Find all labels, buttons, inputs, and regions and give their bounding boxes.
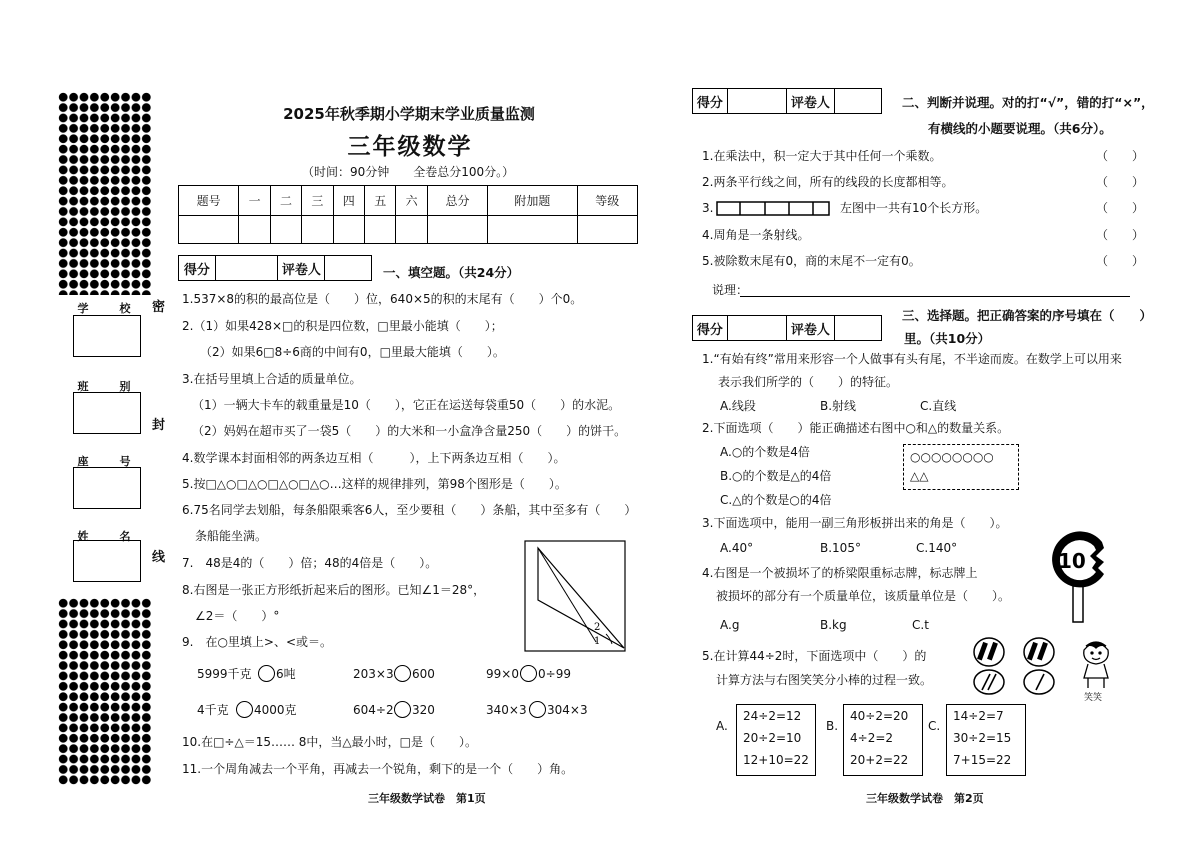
xiaoxiao-character-icon xyxy=(1074,636,1118,692)
score-label: 得分 xyxy=(179,256,216,280)
score-table-header: 三 xyxy=(302,186,333,216)
compare-right: 320 xyxy=(412,703,435,717)
choice-1-option-b[interactable]: B.射线 xyxy=(820,399,857,413)
class-field[interactable] xyxy=(73,392,141,434)
choice-2-option-b[interactable]: B.○的个数是△的4倍 xyxy=(720,469,832,483)
triangles-row: △△ xyxy=(910,469,929,483)
damaged-weight-sign xyxy=(1046,528,1110,624)
compare-right: 6吨 xyxy=(276,667,296,681)
compare-left: 604÷2 xyxy=(353,703,394,717)
section3-subtitle: 里。（共10分） xyxy=(904,331,991,346)
score-cell[interactable] xyxy=(302,216,333,244)
score-table-header: 一 xyxy=(239,186,270,216)
choice-1-option-c[interactable]: C.直线 xyxy=(920,399,957,413)
name-label: 姓 名 xyxy=(77,530,141,543)
judge-answer-paren[interactable]: （ ） xyxy=(1096,228,1145,242)
score-cell[interactable] xyxy=(179,216,239,244)
choice-5-option-a-letter[interactable]: A. xyxy=(716,719,728,733)
compare-right: 4000克 xyxy=(254,703,297,717)
judge-2: 2.两条平行线之间，所有的线段的长度都相等。 xyxy=(702,175,954,189)
question-6: 6.75名同学去划船，每条船限乘客6人，至少要租（ ）条船，其中至多有（ ） xyxy=(182,503,637,517)
score-table-value-row xyxy=(179,216,638,244)
strip-outline xyxy=(717,202,829,215)
score-cell[interactable] xyxy=(488,216,577,244)
question-3-1: （1）一辆大卡车的载重量是10（ ），它正在运送每袋重50（ ）的水泥。 xyxy=(192,398,621,412)
exam-info: （时间：90分钟 全卷总分100分。） xyxy=(302,165,515,179)
choice-4-cont: 被损坏的部分有一个质量单位，该质量单位是（ ）。 xyxy=(716,589,1011,603)
seal-char-xian: 线 xyxy=(152,550,166,565)
judge-3-text: 左图中一共有10个长方形。 xyxy=(840,201,988,215)
question-2-2: （2）如果6□8÷6商的中间有0，□里最大能填（ ）。 xyxy=(200,345,505,359)
binding-dots-top xyxy=(58,92,152,295)
score-table-header: 二 xyxy=(270,186,301,216)
choice-5-cont: 计算方法与右图笑笑分小棒的过程一致。 xyxy=(716,673,933,687)
score-table-header: 等级 xyxy=(577,186,637,216)
choice-3-option-a[interactable]: A.40° xyxy=(720,541,754,555)
character-label: 笑笑 xyxy=(1084,693,1103,703)
exam-title: 2025年秋季期小学期末学业质量监测 xyxy=(283,105,535,123)
section2-subtitle: 有横线的小题要说理。（共6分）。 xyxy=(928,121,1112,136)
score-table-header: 题号 xyxy=(179,186,239,216)
calc-line: 24÷2=12 xyxy=(743,709,802,723)
choice-2-option-c[interactable]: C.△的个数是○的4倍 xyxy=(720,493,832,507)
score-table-header: 四 xyxy=(333,186,364,216)
choice-4: 4.右图是一个被损坏了的桥梁限重标志牌，标志牌上 xyxy=(702,566,978,580)
compare-left: 340×3 xyxy=(486,703,527,717)
school-field[interactable] xyxy=(73,315,141,357)
judge-answer-paren[interactable]: （ ） xyxy=(1096,201,1145,215)
question-8: 8.右图是一张正方形纸折起来后的图形。已知∠1＝28°， xyxy=(182,583,486,597)
name-field[interactable] xyxy=(73,540,141,582)
figure-frame xyxy=(525,541,625,651)
calc-line: 4÷2=2 xyxy=(850,731,894,745)
circles-row: ○○○○○○○○ xyxy=(910,450,994,464)
choice-5-option-b-letter[interactable]: B. xyxy=(826,719,839,733)
page1-footer: 三年级数学试卷 第1页 xyxy=(368,792,486,805)
compare-circle[interactable] xyxy=(394,665,411,682)
compare-left: 203×3 xyxy=(353,667,394,681)
judge-answer-paren[interactable]: （ ） xyxy=(1096,149,1145,163)
scorer-bar-section1 xyxy=(178,255,372,281)
score-cell[interactable] xyxy=(427,216,487,244)
grader-input[interactable] xyxy=(325,256,371,280)
question-2-1: 2.（1）如果428×□的积是四位数，□里最小能填（ ）； xyxy=(182,319,503,333)
choice-4-option-c[interactable]: C.t xyxy=(912,618,929,632)
section3-title: 三、选择题。把正确答案的序号填在（ ） xyxy=(902,308,1153,323)
sticks-illustration xyxy=(972,636,1072,696)
score-label: 得分 xyxy=(693,316,728,340)
question-6-cont: 条船能坐满。 xyxy=(195,529,268,543)
judge-3: 3. xyxy=(702,201,714,215)
score-table-header-row xyxy=(179,186,638,216)
choice-4-option-b[interactable]: B.kg xyxy=(820,618,847,632)
question-11: 11.一个周角减去一个平角，再减去一个锐角，剩下的是一个（ ）角。 xyxy=(182,762,574,776)
question-5: 5.按□△○□△○□△○□△○…这样的规律排列，第98个图形是（ ）。 xyxy=(182,477,567,491)
score-input[interactable] xyxy=(728,89,787,113)
score-input[interactable] xyxy=(216,256,279,280)
calc-line: 20÷2=10 xyxy=(743,731,802,745)
rectangle-strip-figure xyxy=(716,201,830,216)
score-table xyxy=(178,185,638,244)
grader-label: 评卷人 xyxy=(787,89,836,113)
calc-line: 20+2=22 xyxy=(850,753,909,767)
angle-label-1: 1 xyxy=(594,636,601,647)
scorer-bar-section2 xyxy=(692,88,882,114)
angle-label-2: 2 xyxy=(594,622,601,633)
choice-5-option-c-letter[interactable]: C. xyxy=(928,719,941,733)
question-9: 9. 在○里填上>、<或＝。 xyxy=(182,635,333,649)
choice-1-cont: 表示我们所学的（ ）的特征。 xyxy=(718,375,899,389)
folded-paper-figure xyxy=(524,540,626,652)
class-label: 班 别 xyxy=(77,380,141,393)
compare-circle[interactable] xyxy=(394,701,411,718)
judge-1: 1.在乘法中，积一定大于其中任何一个乘数。 xyxy=(702,149,942,163)
compare-right: 0÷99 xyxy=(538,667,571,681)
calc-line: 12+10=22 xyxy=(743,753,809,767)
choice-4-option-a[interactable]: A.g xyxy=(720,618,740,632)
choice-5-option-b-box[interactable] xyxy=(843,704,923,776)
grader-label: 评卷人 xyxy=(278,256,325,280)
score-table-header: 总分 xyxy=(427,186,487,216)
stick-icon xyxy=(982,674,1044,690)
compare-circle[interactable] xyxy=(529,701,546,718)
question-3: 3.在括号里填上合适的质量单位。 xyxy=(182,372,362,386)
judge-4: 4.周角是一条射线。 xyxy=(702,228,810,242)
judge-5: 5.被除数末尾有0，商的末尾不一定有0。 xyxy=(702,254,921,268)
scorer-bar-section3 xyxy=(692,315,882,341)
compare-left: 99×0 xyxy=(486,667,519,681)
choice-5-option-a-box[interactable] xyxy=(736,704,816,776)
grader-input[interactable] xyxy=(835,316,881,340)
score-input[interactable] xyxy=(728,316,787,340)
section1-title: 一、填空题。（共24分） xyxy=(383,265,520,280)
choice-5: 5.在计算44÷2时，下面选项中（ ）的 xyxy=(702,649,927,663)
choice-1-option-a[interactable]: A.线段 xyxy=(720,399,756,413)
question-7: 7. 48是4的（ ）倍；48的4倍是（ ）。 xyxy=(182,556,438,570)
score-table-header: 六 xyxy=(396,186,427,216)
sign-text: 10 xyxy=(1058,549,1086,573)
compare-circle[interactable] xyxy=(236,701,253,718)
compare-circle[interactable] xyxy=(520,665,537,682)
question-1: 1.537×8的积的最高位是（ ）位，640×5的积的末尾有（ ）个0。 xyxy=(182,292,583,306)
score-cell[interactable] xyxy=(396,216,427,244)
question-3-2: （2）妈妈在超市买了一袋5（ ）的大米和一小盒净含量250（ ）的饼干。 xyxy=(192,424,627,438)
compare-circle[interactable] xyxy=(258,665,275,682)
stick-icon xyxy=(977,642,1048,661)
score-cell[interactable] xyxy=(239,216,270,244)
score-label: 得分 xyxy=(693,89,728,113)
score-cell[interactable] xyxy=(365,216,396,244)
explain-line[interactable] xyxy=(740,296,1130,297)
calc-line: 14÷2=7 xyxy=(953,709,1004,723)
compare-left: 4千克 xyxy=(197,703,229,717)
sign-pole xyxy=(1073,586,1083,622)
judge-answer-paren[interactable]: （ ） xyxy=(1096,175,1145,189)
question-10: 10.在□÷△＝15…… 8中，当△最小时，□是（ ）。 xyxy=(182,735,477,749)
score-table-header: 五 xyxy=(365,186,396,216)
fold-line xyxy=(538,548,596,642)
choice-3-option-b[interactable]: B.105° xyxy=(820,541,861,555)
seal-char-feng: 封 xyxy=(152,418,166,433)
score-table-header: 附加题 xyxy=(488,186,577,216)
seat-label: 座 号 xyxy=(77,455,141,468)
compare-right: 304×3 xyxy=(547,703,588,717)
subject-title: 三年级数学 xyxy=(347,134,473,160)
score-cell[interactable] xyxy=(333,216,364,244)
seat-field[interactable] xyxy=(73,467,141,509)
score-cell[interactable] xyxy=(577,216,637,244)
compare-left: 5999千克 xyxy=(197,667,252,681)
explain-label: 说理： xyxy=(712,283,749,297)
choice-2: 2.下面选项（ ）能正确描述右图中○和△的数量关系。 xyxy=(702,421,1010,435)
choice-1: 1.“有始有终”常用来形容一个人做事有头有尾，不半途而废。在数学上可以用来 xyxy=(702,352,1122,366)
score-cell[interactable] xyxy=(270,216,301,244)
school-label: 学 校 xyxy=(77,302,141,315)
grader-input[interactable] xyxy=(835,89,881,113)
calc-line: 40÷2=20 xyxy=(850,709,909,723)
shapes-figure xyxy=(903,444,1019,490)
choice-3-option-c[interactable]: C.140° xyxy=(916,541,958,555)
choice-3: 3.下面选项中，能用一副三角形板拼出来的角是（ ）。 xyxy=(702,516,1008,530)
section2-title: 二、判断并说理。对的打“√”，错的打“×”， xyxy=(902,95,1154,110)
judge-answer-paren[interactable]: （ ） xyxy=(1096,254,1145,268)
choice-2-option-a[interactable]: A.○的个数是4倍 xyxy=(720,445,810,459)
compare-right: 600 xyxy=(412,667,435,681)
calc-line: 30÷2=15 xyxy=(953,731,1012,745)
page2-footer: 三年级数学试卷 第2页 xyxy=(866,792,984,805)
question-4: 4.数学课本封面相邻的两条边互相（ ），上下两条边互相（ ）。 xyxy=(182,451,566,465)
choice-5-option-c-box[interactable] xyxy=(946,704,1026,776)
calc-line: 7+15=22 xyxy=(953,753,1012,767)
seal-char-mi: 密 xyxy=(152,300,166,315)
grader-label: 评卷人 xyxy=(787,316,836,340)
question-8-cont: ∠2＝（ ）° xyxy=(195,609,280,623)
fold-shape xyxy=(538,548,624,648)
binding-dots-bottom xyxy=(58,598,152,785)
